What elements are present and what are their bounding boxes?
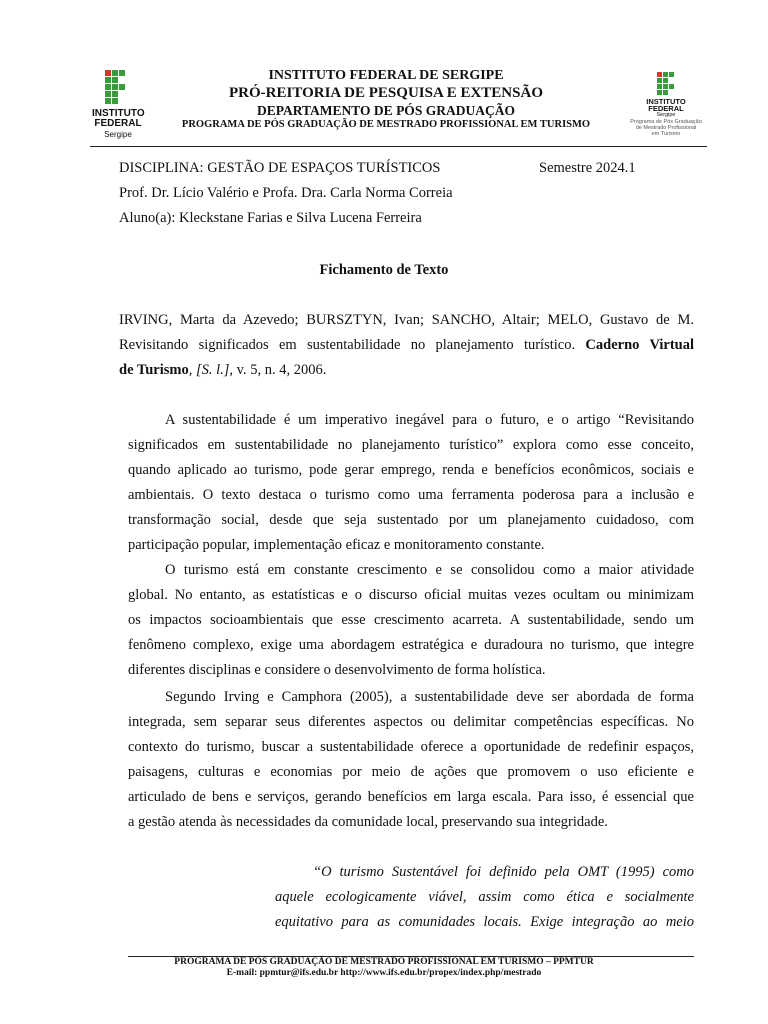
logo-green-square (105, 84, 111, 90)
quote-line-3: equitativo para as comunidades locais. Exige integração ao meio (275, 914, 694, 930)
logo-green-square (657, 84, 662, 89)
header-department: DEPARTAMENTO DE PÓS GRADUAÇÃO (257, 103, 515, 118)
paragraph-1-line-6: participação popular, implementação eficaz e monitoramento constante. (128, 537, 545, 553)
header-program: PROGRAMA DE PÓS GRADUAÇÃO DE MESTRADO PROFISSIONAL EM TURISMO (181, 119, 591, 130)
footer-program: PROGRAMA DE PÓS GRADUAÇÃO DE MESTRADO PROFISSIONAL EM TURISMO – PPMTUR (174, 957, 594, 967)
logo-text-sergipe: Sergipe (104, 130, 132, 139)
student-line: Aluno(a): Kleckstane Farias e Silva Lucena Ferreira (119, 210, 422, 226)
ifs-logo-mark (105, 70, 131, 105)
discipline-line: DISCIPLINA: GESTÃO DE ESPAÇOS TURÍSTICOS (119, 160, 441, 176)
ifs-logo-left (92, 68, 144, 143)
semester-label: Semestre 2024.1 (539, 160, 636, 176)
ppmtur-logo-mark (657, 72, 677, 98)
paragraph-3-line-4: paisagens, culturas e economias por meio de ações que promovem o uso eficiente e (128, 764, 694, 780)
logo-green-square (112, 91, 118, 97)
logo-green-square (669, 84, 674, 89)
logo-green-square (663, 78, 668, 83)
header-divider (90, 146, 707, 147)
logo-text-instituto: INSTITUTO (646, 97, 686, 106)
paragraph-3-line-2: integrada, sem separar seus diferentes aspectos ou delimitar competências específicas. No (128, 714, 694, 730)
logo-green-square (663, 72, 668, 77)
reference-line-1: IRVING, Marta da Azevedo; BURSZTYN, Ivan; SANCHO, Altair; MELO, Gustavo de M. (119, 312, 694, 328)
logo-green-square (112, 70, 118, 76)
paragraph-3-line-3: contexto do turismo, buscar a sustentabilidade oferece a oportunidade de redefinir espaços, (128, 739, 694, 755)
logo-text-sergipe: Sergipe (656, 112, 676, 118)
logo-text-program-1: Programa de Pós Graduação (630, 119, 702, 125)
logo-red-square (657, 72, 662, 77)
reference-separator: , (188, 362, 196, 378)
reference-journal-end: de Turismo (119, 362, 189, 378)
logo-text-federal: FEDERAL (94, 118, 142, 129)
reference-line-3 (119, 360, 694, 380)
paragraph-1-line-1: A sustentabilidade é um imperativo inegável para o futuro, e o artigo “Revisitando (165, 412, 694, 428)
quote-line-1: “O turismo Sustentável foi definido pela OMT (1995) como (313, 864, 694, 880)
document-title: Fichamento de Texto (319, 262, 449, 278)
reference-title: Revisitando significados em sustentabilidade no planejamento turístico. (119, 337, 576, 353)
paragraph-1-line-5: transformação social, desde que seja sustentado por um planejamento cuidadoso, com (128, 512, 694, 528)
paragraph-3-line-5: articulado de bens e serviços, gerando benefícios em larga escala. Para isso, é essencial que (128, 789, 694, 805)
reference-place: [S. l.] (195, 362, 230, 378)
logo-green-square (112, 98, 118, 104)
logo-green-square (119, 84, 125, 90)
paragraph-2-line-4: fenômeno complexo, exige uma abordagem estratégica e duradoura no turismo, que integre (128, 637, 694, 653)
header-pro-reitoria: PRÓ-REITORIA DE PESQUISA E EXTENSÃO (229, 85, 543, 101)
paragraph-3-line-6: a gestão atenda às necessidades da comunidade local, preservando sua integridade. (128, 814, 608, 830)
logo-text-federal: FEDERAL (648, 104, 684, 113)
quote-line-2: aquele ecologicamente viável, assim como ética e socialmente (275, 889, 694, 905)
logo-red-square (105, 70, 111, 76)
logo-green-square (105, 77, 111, 83)
reference-line-2 (119, 335, 694, 355)
logo-text-instituto: INSTITUTO (92, 108, 145, 119)
logo-green-square (105, 91, 111, 97)
footer-contact: E-mail: ppmtur@ifs.edu.br http://www.ifs.edu.br/propex/index.php/mestrado (226, 968, 542, 978)
logo-green-square (112, 77, 118, 83)
logo-green-square (663, 90, 668, 95)
logo-green-square (105, 98, 111, 104)
reference-details: , v. 5, n. 4, 2006. (229, 362, 327, 378)
paragraph-2-line-2: global. No entanto, as estatísticas e o discurso oficial muitas vezes ocultam ou minimizam (128, 587, 694, 603)
header-institution: INSTITUTO FEDERAL DE SERGIPE (268, 68, 504, 83)
logo-green-square (669, 72, 674, 77)
professors-line: Prof. Dr. Lício Valério e Profa. Dra. Carla Norma Correia (119, 185, 453, 201)
logo-text-program-2: de Mestrado Profissional (635, 125, 697, 131)
logo-text-program-3: em Turismo (651, 131, 681, 137)
logo-green-square (657, 90, 662, 95)
paragraph-1-line-4: ambientais. O texto destaca o turismo como uma ferramenta poderosa para a inclusão e (128, 487, 694, 503)
paragraph-3-line-1: Segundo Irving e Camphora (2005), a sustentabilidade deve ser abordada de forma (165, 689, 694, 705)
logo-green-square (663, 84, 668, 89)
logo-green-square (112, 84, 118, 90)
logo-green-square (657, 78, 662, 83)
paragraph-2-line-1: O turismo está em constante crescimento e se consolidou como a maior atividade (165, 562, 694, 578)
logo-green-square (119, 70, 125, 76)
reference-journal: Caderno Virtual (585, 337, 695, 353)
paragraph-1-line-2: significados em sustentabilidade no planejamento turístico” explora como esse conceito, (128, 437, 694, 453)
paragraph-2-line-5: diferentes disciplinas e considere o desenvolvimento de forma holística. (128, 662, 546, 678)
paragraph-1-line-3: quando aplicado ao turismo, pode gerar emprego, renda e benefícios econômicos, sociais e (128, 462, 694, 478)
ppmtur-logo-right (626, 70, 706, 142)
paragraph-2-line-3: os impactos socioambientais que esse crescimento acarreta. A sustentabilidade, sendo um (128, 612, 694, 628)
